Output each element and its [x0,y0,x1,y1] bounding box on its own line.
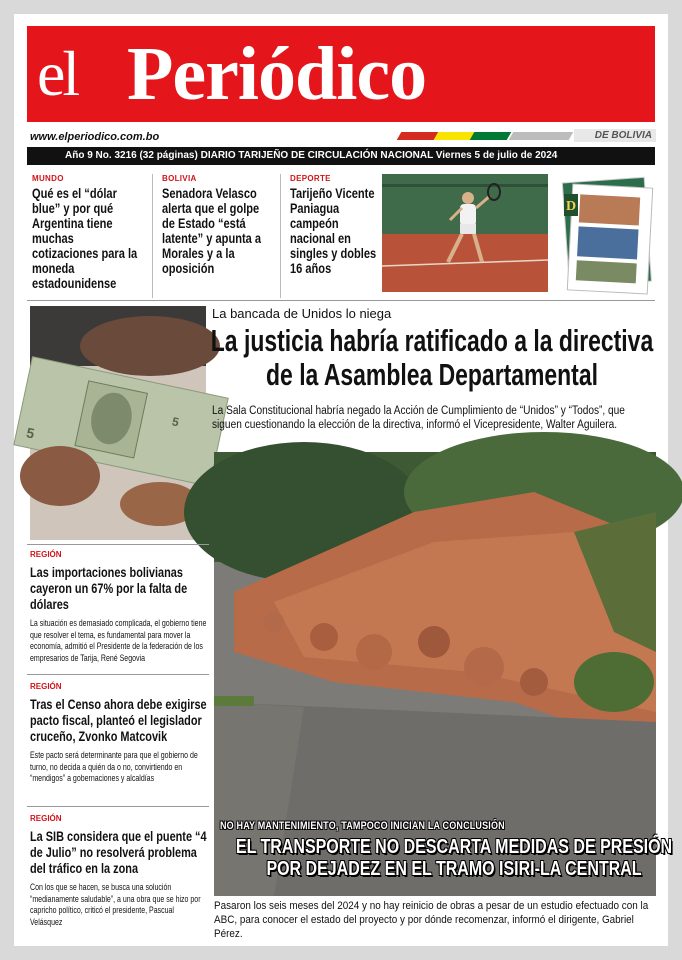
issue-info-bar: Año 9 No. 3216 (32 páginas) DIARIO TARIJEÑO DE CIRCULACIÓN NACIONAL Viernes 5 de julio de 2024 [27,147,655,165]
story-headline: Tras el Censo ahora debe exigirse pacto fiscal, planteó el legislador cruceño, Zvonko Matcovik [30,696,207,744]
story-section: REGIÓN [30,550,62,559]
region-tag: DE BOLIVIA [574,129,656,142]
lead-kicker: La bancada de Unidos lo niega [212,306,392,321]
money-photo [25,306,206,540]
teaser-section: BOLIVIA [162,174,197,183]
teaser-headline: Senadora Velasco alerta que el golpe de Estado “está latente” y apunta a Morales y a la oposición [162,186,262,276]
divider [27,806,209,807]
divider [152,174,153,298]
teaser-deporte[interactable] [290,174,378,298]
teaser-section: DEPORTE [290,174,331,183]
teaser-headline: Tarijeño Vicente Paniagua campeón nacional en singles y dobles 16 años [290,186,377,276]
photo-headline[interactable]: EL TRANSPORTE NO DESCARTA MEDIDAS DE PRESIÓN POR DEJADEZ EN EL TRAMO ISIRI-LA CENTRAL [235,836,673,880]
story-body: Este pacto será determinante para que el gobierno de turno, no decida a quién da o no, convirtiendo en “mendigos” a gobernaciones y alcaldías [30,750,198,783]
newspaper-front-page [14,14,673,946]
story-body: Con los que se hacen, se busca una solución “medianamente saludable”, a una obra que se hizo por capricho político, criticó el presidente, Pascual Velásquez [30,882,201,927]
story-section: REGIÓN [30,814,62,823]
bolivia-flag-stripe [397,132,512,140]
teaser-bolivia[interactable] [162,174,272,298]
masthead [27,26,655,122]
story-section: REGIÓN [30,682,62,691]
left-story-importaciones[interactable] [30,550,208,664]
svg-text:5: 5 [170,414,181,430]
site-url[interactable]: www.elperiodico.com.bo [30,131,160,143]
svg-text:D: D [566,199,577,214]
teaser-mundo[interactable] [32,174,140,298]
divider [27,300,655,301]
divider [280,174,281,298]
divider [27,674,209,675]
lead-headline[interactable]: La justicia habría ratificado a la directiva de la Asamblea Departamental [210,323,654,392]
teaser-section: MUNDO [32,174,64,183]
photo-overline: NO HAY MANTENIMIENTO, TAMPOCO INICIAN LA CONCLUSIÓN [220,820,505,832]
left-story-censo[interactable] [30,682,208,785]
left-story-puente[interactable] [30,814,208,928]
photo-story-body: Pasaron los seis meses del 2024 y no hay reinicio de obras a pesar de un estudio efectuado con la ABC, para conocer el estado del proyecto y por dónde recomenzar, informó el dirigente, Gabriel Pérez. [214,900,649,940]
story-headline: La SIB considera que el puente “4 de Julio” no resolverá problema del tráfico en la zona [30,828,207,876]
logo-prefix: el [37,38,78,109]
lead-body: La Sala Constitucional habría negado la Acción de Cumplimiento de “Unidos” y “Todos”, que siguen cuestionando la elección de la directiva, informó el Vicepresidente, Walter Aguilera. [212,405,625,431]
decorative-band [509,132,574,140]
divider [27,544,209,545]
story-body: La situación es demasiado complicada, el gobierno tiene que resolver el tema, es fundamental para mover la economía, admitió el Presidente de la federación de los empresarios de Tarija, René Segovia [30,618,207,663]
logo-name: Periódico [127,32,427,116]
story-headline: Las importaciones bolivianas cayeron un 67% por la falta de dólares [30,564,188,612]
svg-text:5: 5 [25,424,37,442]
tennis-player-photo [382,174,548,292]
magazine-covers [560,174,656,296]
teaser-headline: Qué es el “dólar blue” y por qué Argentina tiene muchas cotizaciones para la moneda estadounidense [32,186,138,291]
